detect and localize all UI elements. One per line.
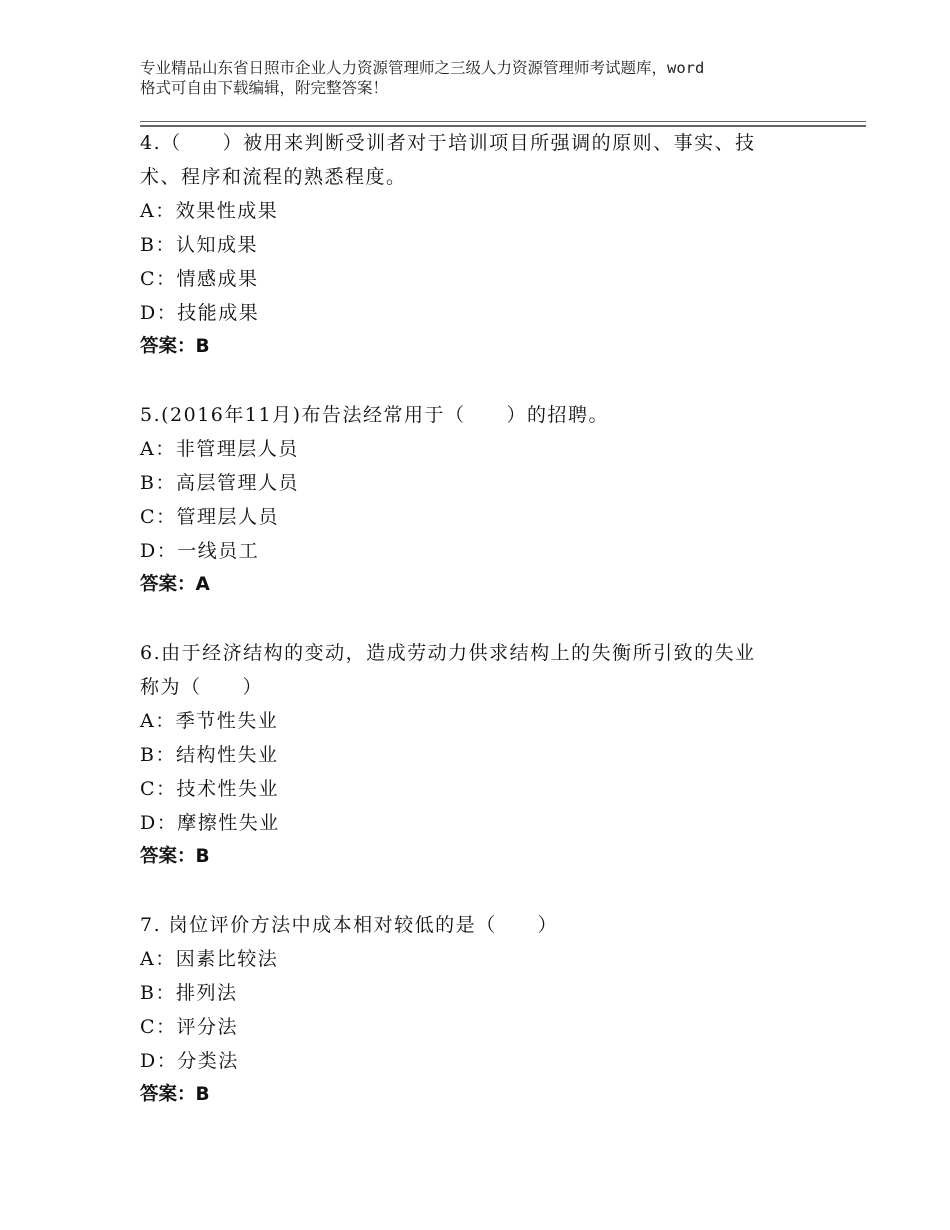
option-a: A：效果性成果 <box>140 200 279 222</box>
question-stem-line: 5.(2016年11月)布告法经常用于（ ）的招聘。 <box>140 404 609 426</box>
option-d: D：一线员工 <box>140 540 260 562</box>
question-stem-line: 术、程序和流程的熟悉程度。 <box>140 166 407 188</box>
question-stem-line: 称为（ ） <box>140 676 264 698</box>
question-spacer <box>140 602 820 636</box>
question-4 <box>140 126 820 364</box>
question-list <box>140 126 820 1112</box>
option-c: C：情感成果 <box>140 268 259 290</box>
header-rule-thin <box>140 121 866 122</box>
question-stem-line: 7. 岗位评价方法中成本相对较低的是（ ） <box>140 914 559 936</box>
option-a: A：因素比较法 <box>140 948 279 970</box>
answer-line: 答案：B <box>140 1084 210 1105</box>
header-line-2: 格式可自由下载编辑，附完整答案！ <box>140 79 389 97</box>
answer-line: 答案：B <box>140 846 210 867</box>
option-c: C：管理层人员 <box>140 506 280 528</box>
question-7 <box>140 908 820 1112</box>
answer-line: 答案：A <box>140 574 210 595</box>
option-c: C：评分法 <box>140 1016 239 1038</box>
option-a: A：非管理层人员 <box>140 438 299 460</box>
question-6 <box>140 636 820 874</box>
question-stem-line: 4.（ ）被用来判断受训者对于培训项目所强调的原则、事实、技 <box>140 132 756 154</box>
header-line-1: 专业精品山东省日照市企业人力资源管理师之三级人力资源管理师考试题库，word <box>140 59 705 77</box>
option-d: D：分类法 <box>140 1050 239 1072</box>
question-5 <box>140 398 820 602</box>
question-spacer <box>140 364 820 398</box>
question-stem-line: 6.由于经济结构的变动，造成劳动力供求结构上的失衡所引致的失业 <box>140 642 756 664</box>
option-a: A：季节性失业 <box>140 710 279 732</box>
option-b: B：认知成果 <box>140 234 258 256</box>
option-d: D：技能成果 <box>140 302 260 324</box>
option-b: B：排列法 <box>140 982 238 1004</box>
option-d: D：摩擦性失业 <box>140 812 280 834</box>
option-b: B：高层管理人员 <box>140 472 299 494</box>
answer-line: 答案：B <box>140 336 210 357</box>
option-c: C：技术性失业 <box>140 778 280 800</box>
document-header <box>140 58 840 98</box>
option-b: B：结构性失业 <box>140 744 279 766</box>
question-spacer <box>140 874 820 908</box>
